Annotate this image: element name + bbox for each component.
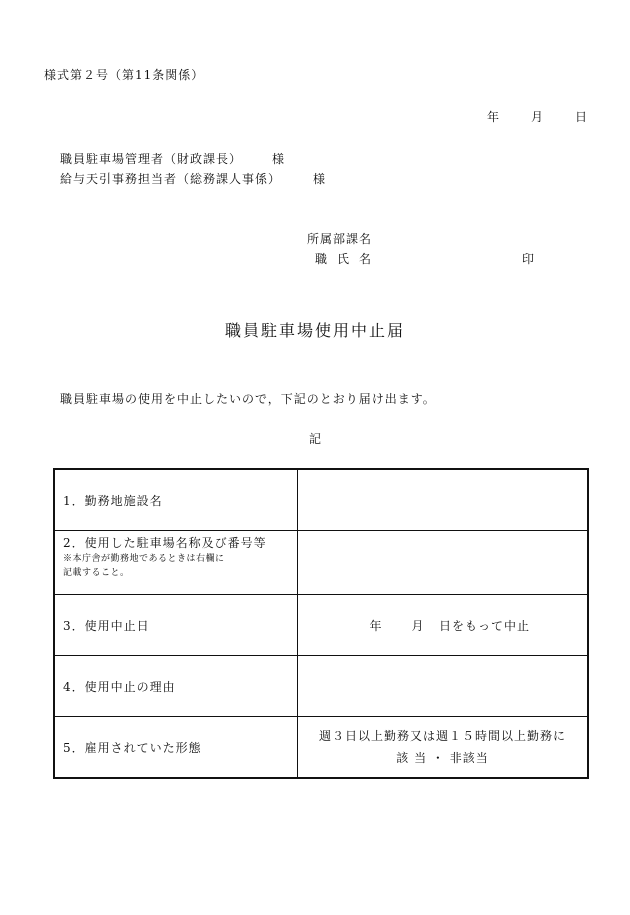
parking-note-line2: 記載すること。 (63, 568, 130, 578)
workplace-field[interactable] (298, 469, 589, 531)
employment-field[interactable] (298, 717, 589, 779)
ki-heading: 記 (309, 432, 323, 446)
table-row (54, 717, 588, 779)
stop-date-field[interactable] (298, 595, 589, 656)
employment-condition: 週３日以上勤務又は週１５時間以上勤務に (318, 729, 566, 743)
parking-field[interactable] (298, 531, 589, 595)
form-table (53, 468, 589, 779)
table-row (54, 595, 588, 656)
row-label-stop-date: 3．使用中止日 (54, 595, 298, 656)
parking-note-line1: ※本庁舎が勤務地であるときは右欄に (63, 554, 225, 564)
document-title: 職員駐車場使用中止届 (224, 321, 405, 340)
date-year: 年 (487, 110, 501, 124)
stop-date-suffix: 日をもって中止 (438, 618, 530, 633)
date-month: 月 (531, 110, 545, 124)
row-label-employment: 5．雇用されていた形態 (54, 717, 298, 779)
row-label-reason: 4．使用中止の理由 (54, 656, 298, 717)
form-number: 様式第２号（第11条関係） (44, 68, 205, 82)
date-day: 日 (575, 110, 589, 124)
stop-date-month: 月 (411, 618, 425, 633)
addressee-1: 職員駐車場管理者（財政課長） (60, 152, 243, 166)
sender-department-label: 所属部課名 (307, 232, 373, 246)
row-label-workplace: 1．勤務地施設名 (54, 469, 298, 531)
stop-date-year: 年 (369, 618, 383, 633)
table-row (54, 531, 588, 595)
parking-label-text: 2．使用した駐車場名称及び番号等 (63, 536, 267, 550)
addressee-1-honorific: 様 (272, 152, 286, 166)
addressee-2-honorific: 様 (313, 172, 327, 186)
employment-choice[interactable]: 該 当 ・ 非該当 (396, 751, 489, 765)
addressee-2: 給与天引事務担当者（総務課人事係） (60, 172, 282, 186)
body-text: 職員駐車場の使用を中止したいので，下記のとおり届け出ます。 (60, 392, 436, 406)
table-row (54, 656, 588, 717)
reason-field[interactable] (298, 656, 589, 717)
date-line (487, 108, 588, 125)
seal-mark: 印 (522, 252, 536, 266)
row-label-parking (54, 531, 298, 595)
sender-name-label: 職氏名 (315, 252, 382, 266)
table-row (54, 469, 588, 531)
